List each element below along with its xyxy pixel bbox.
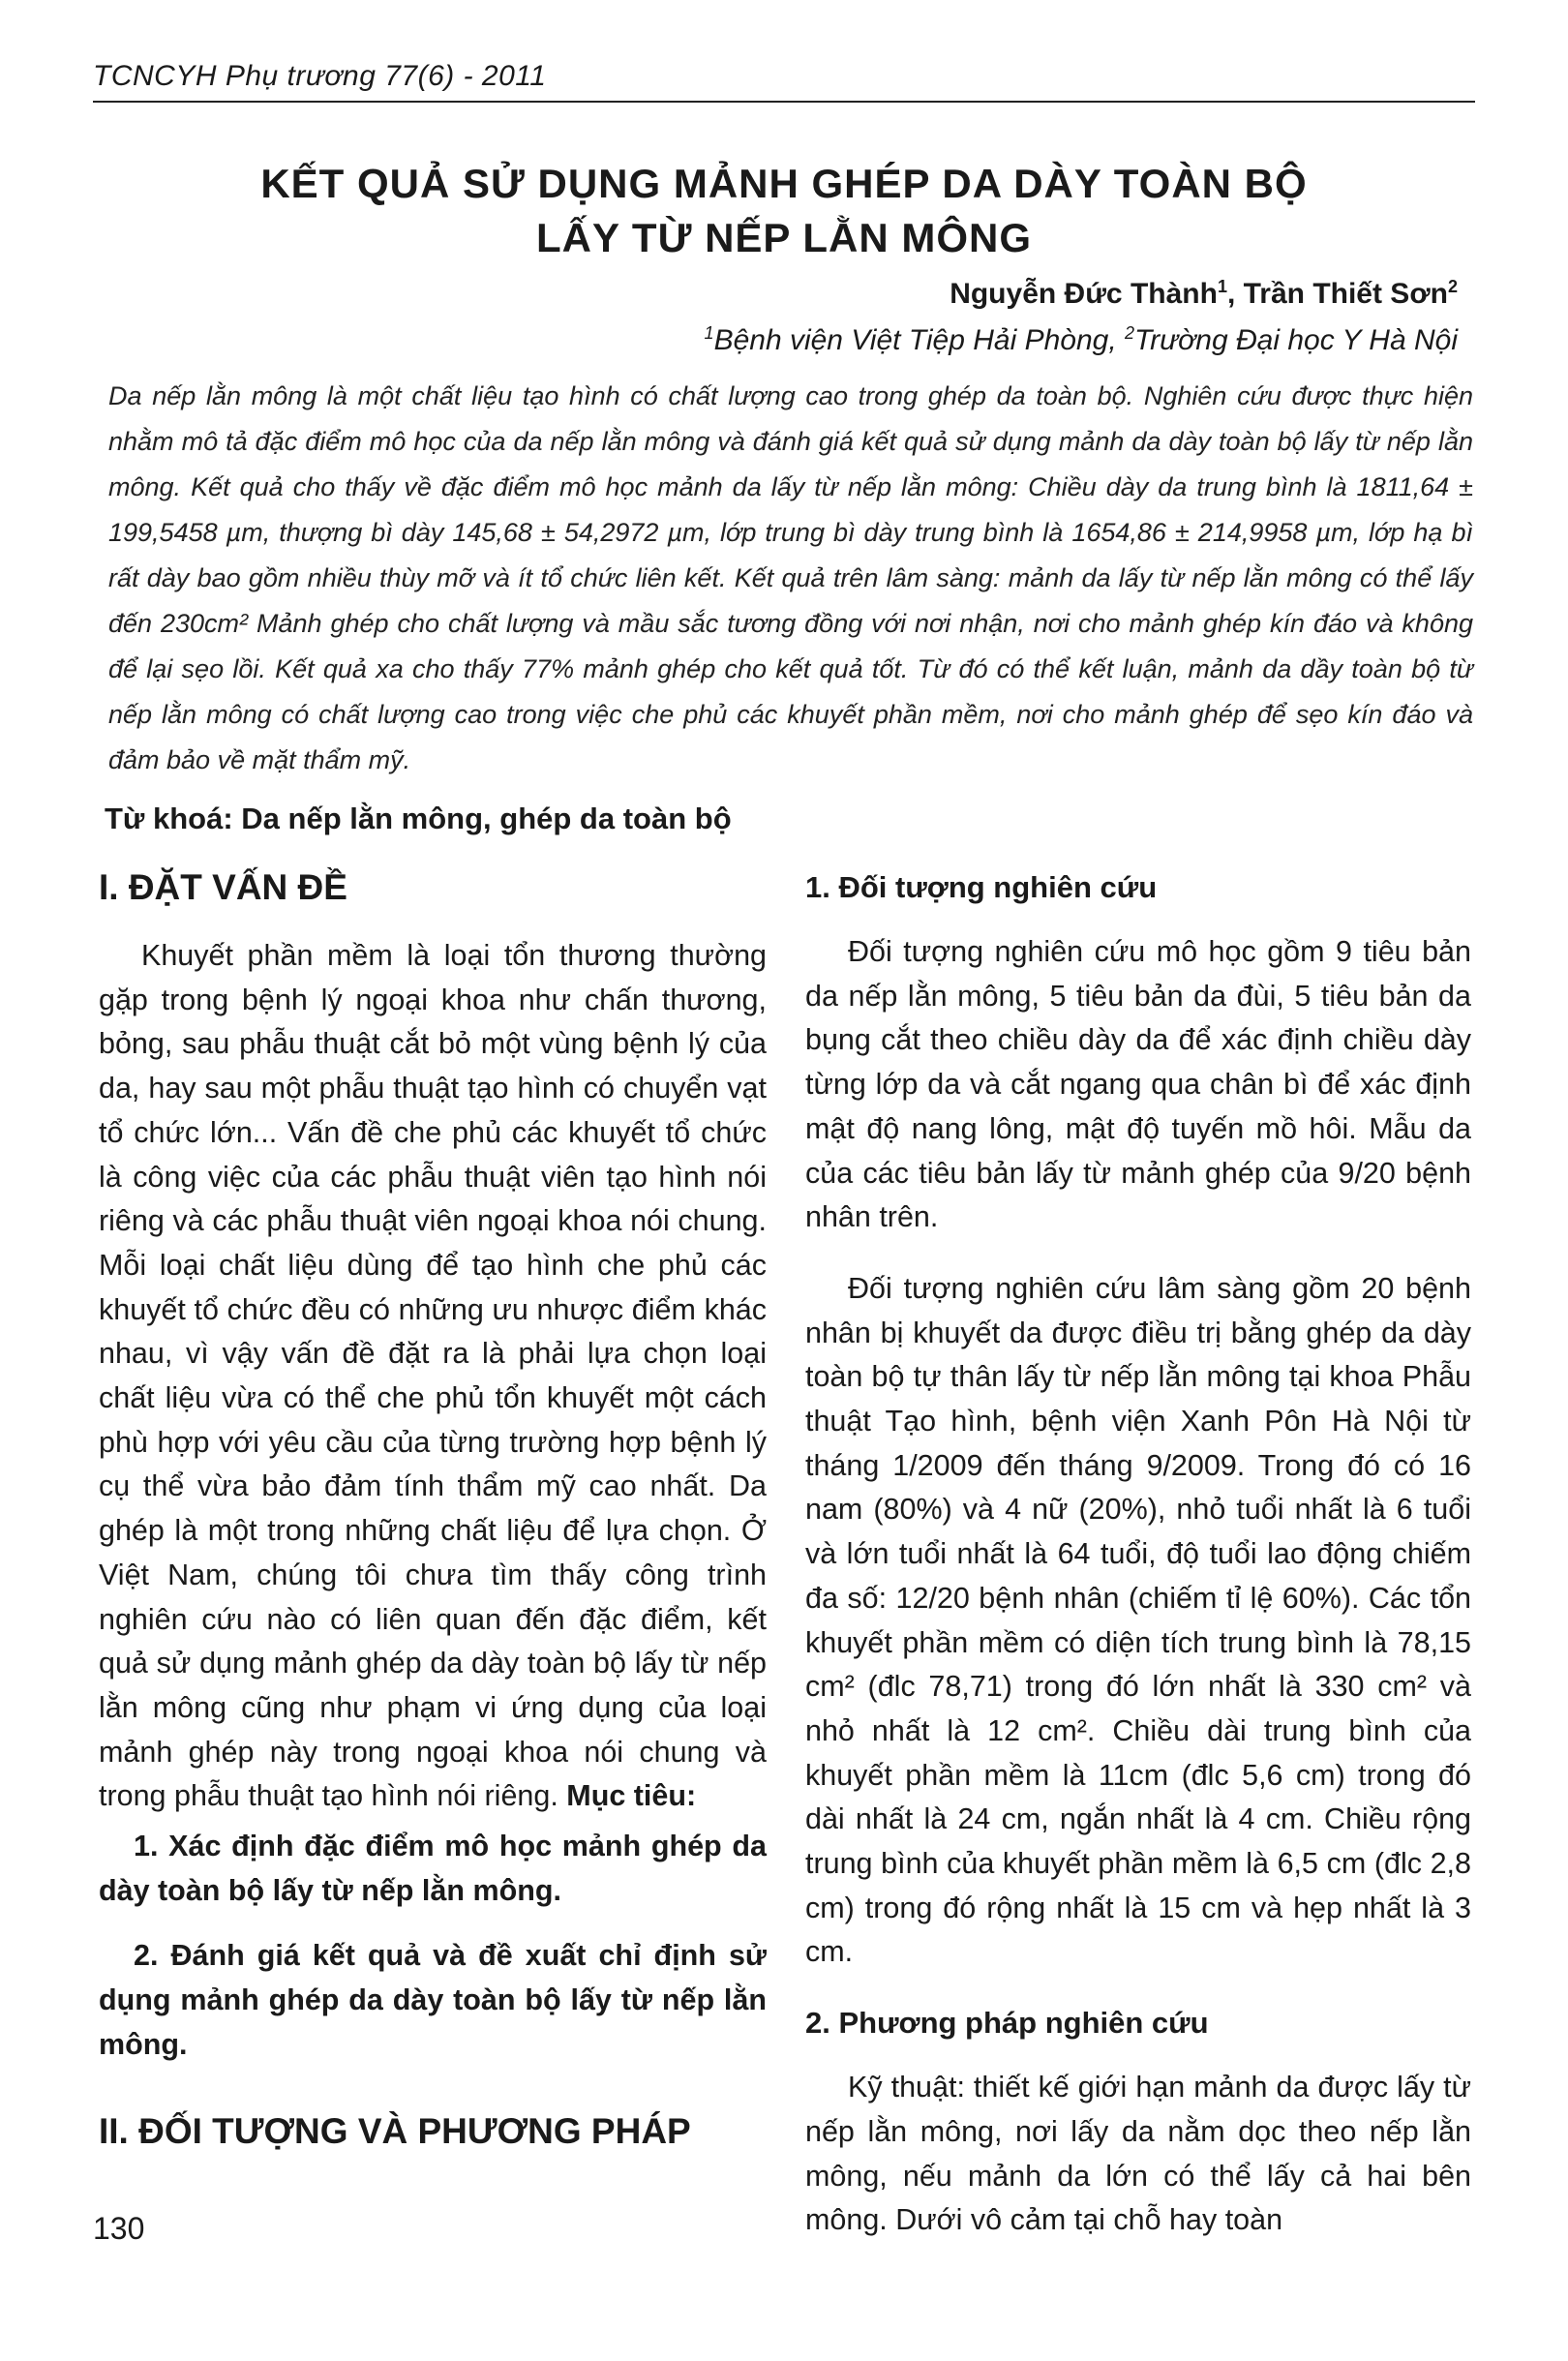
objectives-label: Mục tiêu: <box>566 1779 697 1813</box>
author-separator: , <box>1226 278 1244 310</box>
introduction-paragraph <box>99 934 767 1819</box>
keywords: Từ khoá: Da nếp lằn mông, ghép da toàn bộ <box>105 802 732 835</box>
subsection-2-heading: 2. Phương pháp nghiên cứu <box>805 2006 1209 2041</box>
objective-2: 2. Đánh giá kết quả và đề xuất chỉ định sử dụng mảnh ghép da dày toàn bộ lấy từ nếp lằn mông. <box>99 1939 767 2061</box>
page-number: 130 <box>93 2211 145 2246</box>
affiliation-1-mark: 1 <box>704 323 714 343</box>
author-1-affiliation-mark: 1 <box>1217 277 1227 296</box>
clinical-subjects-paragraph: Đối tượng nghiên cứu lâm sàng gồm 20 bệnh nhân bị khuyết da được điều trị bằng ghép da dày toàn bộ tự thân lấy từ nếp lằn mông tại khoa Phẫu thuật Tạo hình, bệnh viện Xanh Pôn Hà Nội từ tháng 1/2009 đến tháng 9/2009. Trong đó có 16 nam (80%) và 4 nữ (20%), nhỏ tuổi nhất là 6 tuổi và lớn tuổi nhất là 64 tuổi, độ tuổi lao động chiếm đa số: 12/20 bệnh nhân (chiếm tỉ lệ 60%). Các tổn khuyết phần mềm có diện tích trung bình là 78,15 cm² (đlc 78,71) trong đó lớn nhất là 330 cm² và nhỏ nhất là 12 cm². Chiều dài trung bình của khuyết phần mềm là 11cm (đlc 5,6 cm) trong đó dài nhất là 24 cm, ngắn nhất là 4 cm. Chiều rộng trung bình của khuyết phần mềm là 6,5 cm (đlc 2,8 cm) trong đó rộng nhất là 15 cm và hẹp nhất là 3 cm. <box>805 1271 1471 1969</box>
left-column <box>99 866 767 2178</box>
affiliation-2-mark: 2 <box>1125 323 1135 343</box>
title-line-1: KẾT QUẢ SỬ DỤNG MẢNH GHÉP DA DÀY TOÀN BỘ <box>260 161 1308 206</box>
section-2-heading: II. ĐỐI TƯỢNG VÀ PHƯƠNG PHÁP <box>99 2110 691 2151</box>
affiliations <box>705 323 1458 357</box>
section-1-heading: I. ĐẶT VẤN ĐỀ <box>99 867 347 907</box>
affiliation-2: Trường Đại học Y Hà Nội <box>1134 324 1458 356</box>
article-title <box>0 157 1568 265</box>
affiliation-1: Bệnh viện Việt Tiệp Hải Phòng, <box>713 324 1126 356</box>
right-column <box>805 866 1471 2270</box>
author-list <box>950 277 1458 311</box>
title-line-2: LẤY TỪ NẾP LẰN MÔNG <box>536 215 1032 260</box>
abstract: Da nếp lằn mông là một chất liệu tạo hình có chất lượng cao trong ghép da toàn bộ. Nghiên cứu được thực hiện nhằm mô tả đặc điểm mô học của da nếp lằn mông và đánh giá kết quả sử dụng mảnh da dày toàn bộ lấy từ nếp lằn mông. Kết quả cho thấy về đặc điểm mô học mảnh da lấy từ nếp lằn mông: Chiều dày da trung bình là 1811,64 ± 199,5458 µm, thượng bì dày 145,68 ± 54,2972 µm, lớp trung bì dày trung bình là 1654,86 ± 214,9958 µm, lớp hạ bì rất dày bao gồm nhiều thùy mỡ và ít tổ chức liên kết. Kết quả trên lâm sàng: mảnh da lấy từ nếp lằn mông có thể lấy đến 230cm² Mảnh ghép cho chất lượng và mầu sắc tương đồng với nơi nhận, nơi cho mảnh ghép kín đáo và không để lại sẹo lồi. Kết quả xa cho thấy 77% mảnh ghép cho kết quả tốt. Từ đó có thể kết luận, mảnh da dầy toàn bộ từ nếp lằn mông có chất lượng cao trong việc che phủ các khuyết phần mềm, nơi cho mảnh ghép để sẹo kín đáo và đảm bảo về mặt thẩm mỹ. <box>108 381 1473 774</box>
header-divider <box>93 101 1475 103</box>
author-2: Trần Thiết Sơn <box>1243 278 1448 310</box>
histology-subjects-paragraph: Đối tượng nghiên cứu mô học gồm 9 tiêu bản da nếp lằn mông, 5 tiêu bản da đùi, 5 tiêu bản da bụng cắt theo chiều dày da để xác định chiều dày từng lớp da và cắt ngang qua chân bì để xác định mật độ nang lông, mật độ tuyến mồ hôi. Mẫu da của các tiêu bản lấy từ mảnh ghép của 9/20 bệnh nhân trên. <box>805 935 1471 1234</box>
running-header: TCNCYH Phụ trương 77(6) - 2011 <box>93 60 547 92</box>
methods-paragraph: Kỹ thuật: thiết kế giới hạn mảnh da được lấy từ nếp lằn mông, nơi lấy da nằm dọc theo nếp lằn mông, nếu mảnh da lớn có thể lấy cả hai bên mông. Dưới vô cảm tại chỗ hay toàn <box>805 2071 1471 2237</box>
introduction-text: Khuyết phần mềm là loại tổn thương thường gặp trong bệnh lý ngoại khoa như chấn thương, bỏng, sau phẫu thuật cắt bỏ một vùng bệnh lý của da, hay sau một phẫu thuật tạo hình có chuyển vạt tổ chức lớn... Vấn đề che phủ các khuyết tổ chức là công việc của các phẫu thuật viên tạo hình nói riêng và các phẫu thuật viên ngoại khoa nói chung. Mỗi loại chất liệu dùng để tạo hình che phủ các khuyết tổ chức đều có những ưu nhược điểm khác nhau, vì vậy vấn đề đặt ra là phải lựa chọn loại chất liệu vừa có thể che phủ tổn khuyết một cách phù hợp với yêu cầu của từng trường hợp bệnh lý cụ thể vừa bảo đảm tính thẩm mỹ cao nhất. Da ghép là một trong những chất liệu để lựa chọn. Ở Việt Nam, chúng tôi chưa tìm thấy công trình nghiên cứu nào có liên quan đến đặc điểm, kết quả sử dụng mảnh ghép da dày toàn bộ lấy từ nếp lằn mông cũng như phạm vi ứng dụng của loại mảnh ghép này trong ngoại khoa nói chung và trong phẫu thuật tạo hình nói riêng. <box>99 939 767 1813</box>
author-2-affiliation-mark: 2 <box>1447 277 1458 296</box>
author-1: Nguyễn Đức Thành <box>950 278 1218 310</box>
subsection-1-heading: 1. Đối tượng nghiên cứu <box>805 870 1158 904</box>
objective-1: 1. Xác định đặc điểm mô học mảnh ghép da dày toàn bộ lấy từ nếp lằn mông. <box>99 1830 767 1907</box>
